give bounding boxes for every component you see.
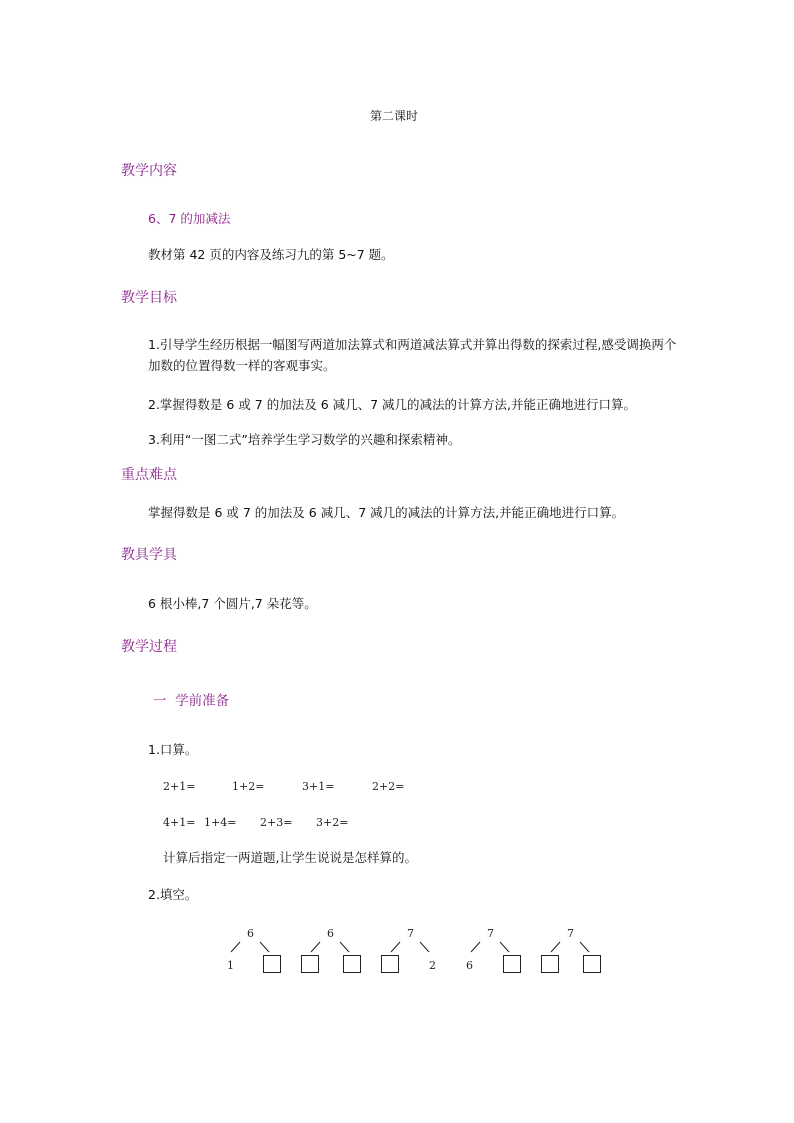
- topic-title: 6、7 的加减法: [148, 211, 231, 226]
- content-text: 教材第 42 页的内容及练习九的第 5~7 题。: [148, 247, 394, 262]
- heading-materials: 教具学具: [121, 547, 177, 563]
- heading-process: 教学过程: [121, 639, 177, 655]
- heading-objectives: 教学目标: [121, 290, 177, 306]
- answer-box[interactable]: [541, 955, 559, 973]
- tree-branch-lines: [548, 941, 592, 955]
- objective-item-1: 1.引导学生经历根据一幅图写两道加法算式和两道减法算式并算出得数的探索过程,感受调换两个加数的位置得数一样的客观事实。: [148, 337, 677, 374]
- tree-branch-lines: [468, 941, 512, 955]
- tree-branch-lines: [228, 941, 272, 955]
- calc-item: 2+2=: [372, 780, 405, 793]
- heading-content: 教学内容: [121, 163, 177, 179]
- heading-key-points: 重点难点: [121, 467, 177, 483]
- tree-top-number: 7: [567, 927, 574, 940]
- part1-title: 一 学前准备: [153, 693, 230, 709]
- tree-top-number: 6: [247, 927, 254, 940]
- calc-item: 1+2=: [232, 780, 265, 793]
- answer-box[interactable]: [583, 955, 601, 973]
- objective-item-2: 2.掌握得数是 6 或 7 的加法及 6 减几、7 减几的减法的计算方法,并能正确地进行口算。: [148, 397, 637, 412]
- tree-top-number: 7: [407, 927, 414, 940]
- oral-label: 1.口算。: [148, 742, 198, 757]
- calc-item: 2+1=: [163, 780, 196, 793]
- answer-box[interactable]: [343, 955, 361, 973]
- key-points-text: 掌握得数是 6 或 7 的加法及 6 减几、7 减几的减法的计算方法,并能正确地进行口算。: [148, 505, 625, 520]
- tree-branch-lines: [388, 941, 432, 955]
- tree-left-number: 6: [466, 959, 473, 972]
- fill-label: 2.填空。: [148, 887, 198, 902]
- answer-box[interactable]: [503, 955, 521, 973]
- calc-item: 4+1=: [163, 816, 196, 829]
- page-title: 第二课时: [370, 109, 419, 123]
- calc-item: 2+3=: [260, 816, 293, 829]
- materials-text: 6 根小棒,7 个圆片,7 朵花等。: [148, 596, 317, 611]
- answer-box[interactable]: [381, 955, 399, 973]
- answer-box[interactable]: [301, 955, 319, 973]
- tree-left-number: 1: [227, 959, 234, 972]
- tree-top-number: 6: [327, 927, 334, 940]
- tree-branch-lines: [308, 941, 352, 955]
- calc-item: 3+1=: [302, 780, 335, 793]
- calc-item: 1+4=: [204, 816, 237, 829]
- answer-box[interactable]: [263, 955, 281, 973]
- calc-item: 3+2=: [316, 816, 349, 829]
- objective-item-3: 3.利用“一图二式”培养学生学习数学的兴趣和探索精神。: [148, 432, 461, 447]
- tree-right-number: 2: [429, 959, 436, 972]
- tree-top-number: 7: [487, 927, 494, 940]
- oral-note: 计算后指定一两道题,让学生说说是怎样算的。: [163, 850, 417, 865]
